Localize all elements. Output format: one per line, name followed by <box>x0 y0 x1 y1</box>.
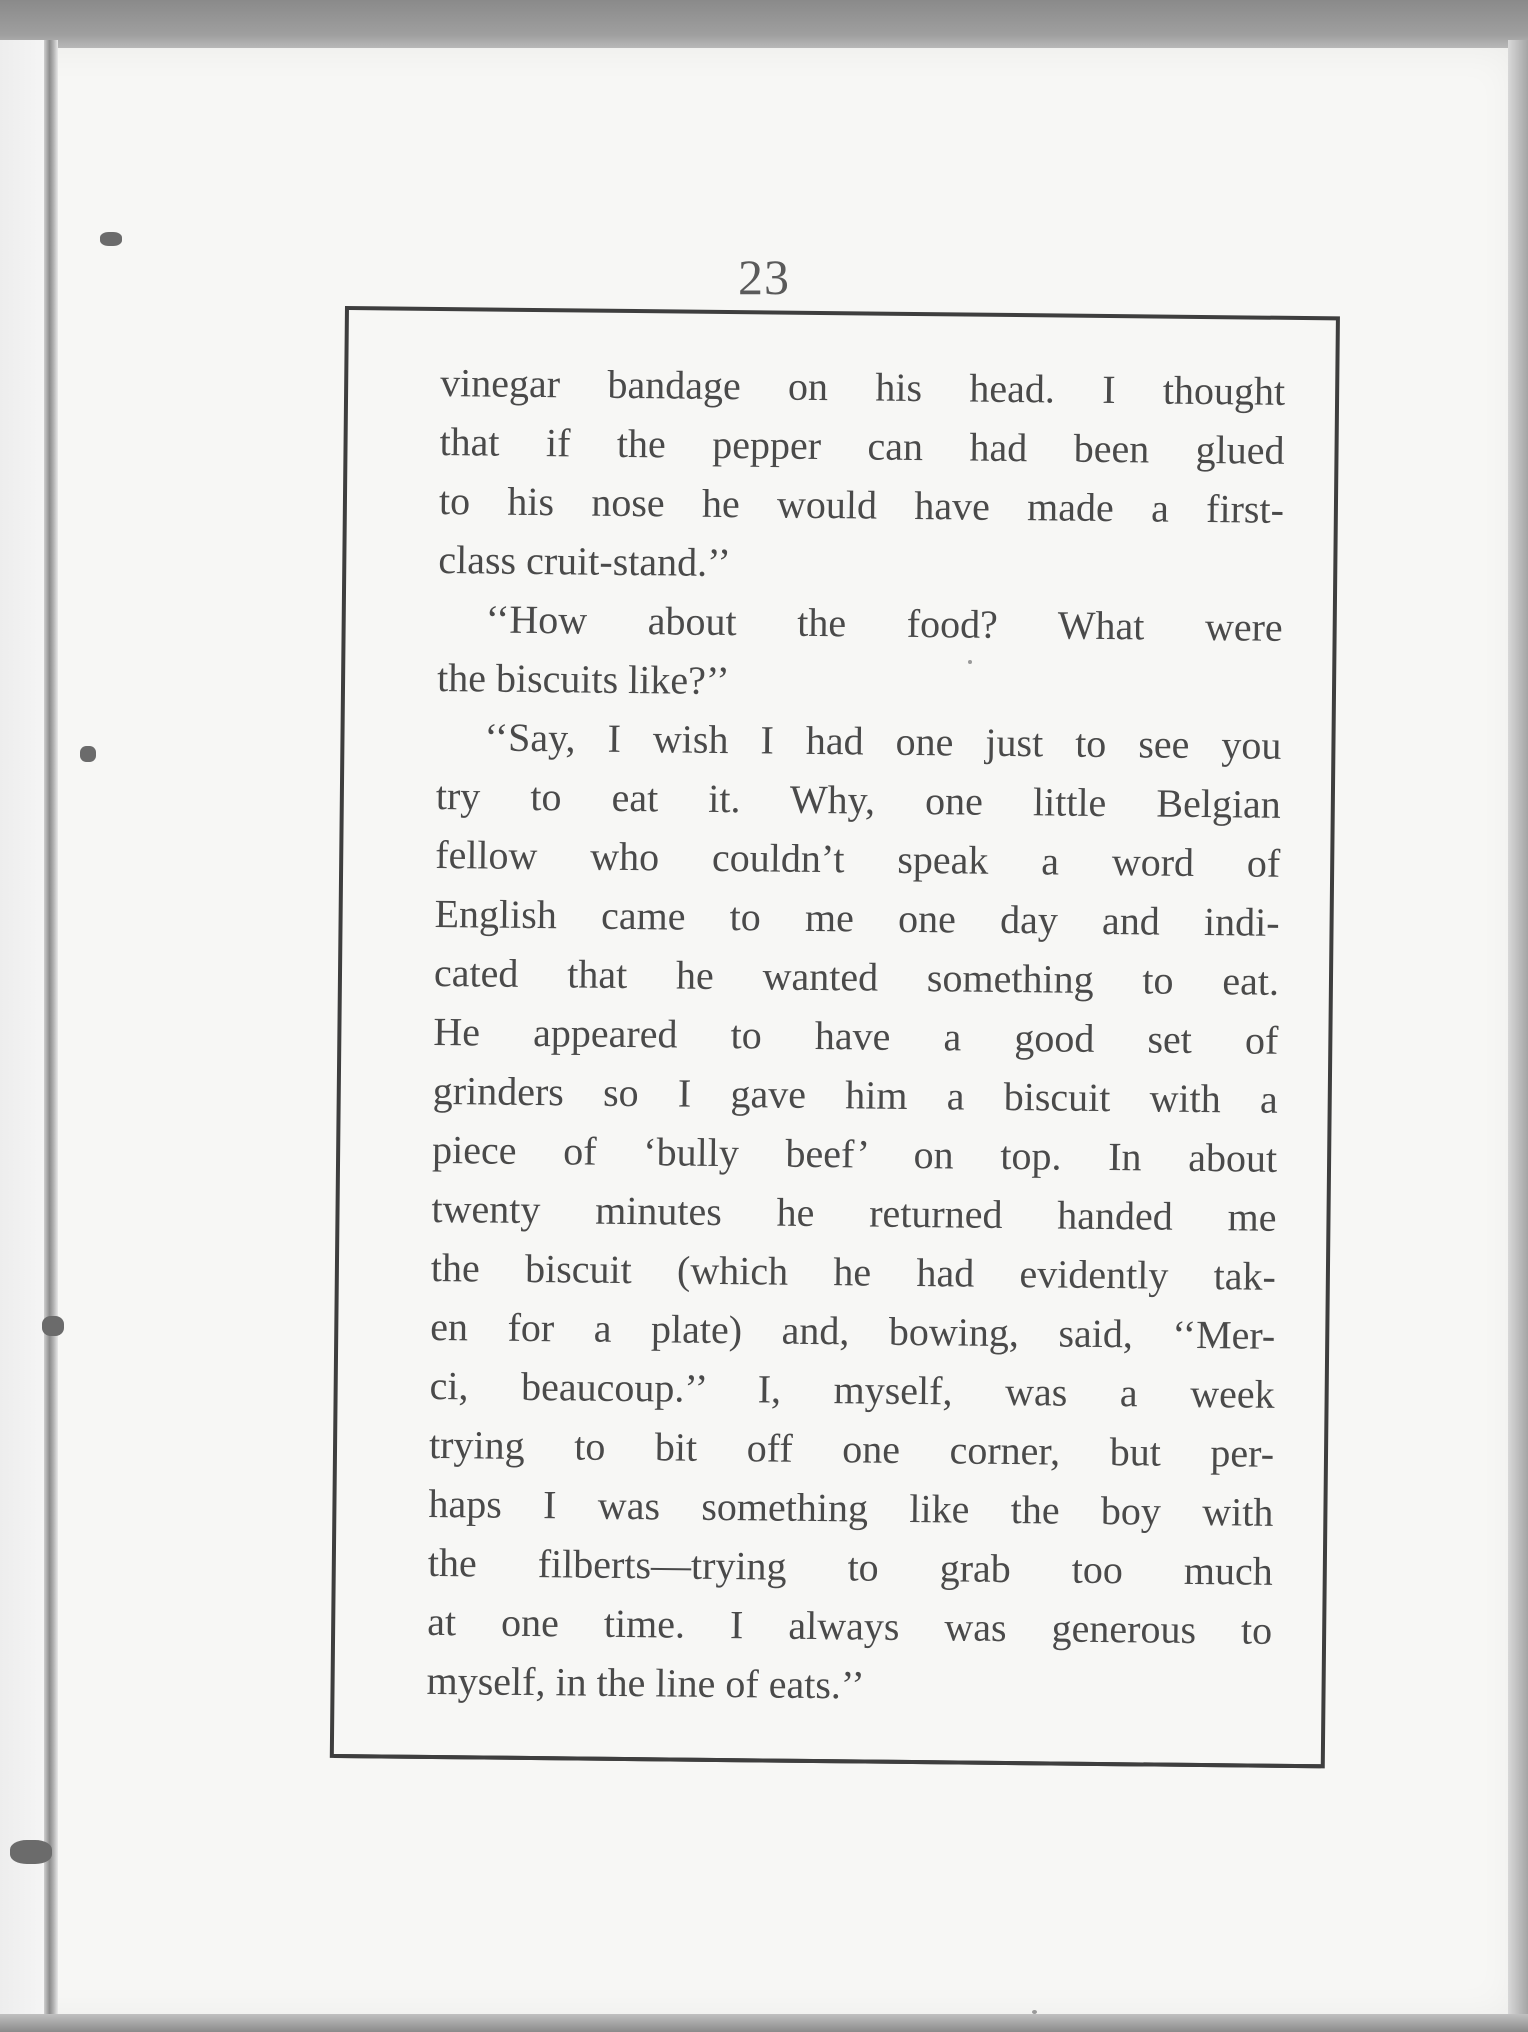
text-line: piece of ‘bully beef’ on top. In about <box>431 1126 1278 1181</box>
page-number: 23 <box>738 249 790 305</box>
text-line: ‘‘How about the food? What were <box>485 596 1283 650</box>
text-frame <box>330 306 1340 1768</box>
text-line: class cruit-stand.’’ <box>438 536 732 586</box>
text-line: grinders so I gave him a biscuit with a <box>432 1067 1278 1122</box>
scan-bottom-border <box>0 2014 1528 2032</box>
text-line: to his nose he would have made a first- <box>438 477 1285 532</box>
text-line: myself, in the line of eats.’’ <box>426 1657 865 1708</box>
text-line: the filberts—trying to grab too much <box>427 1539 1274 1594</box>
text-line: trying to bit off one corner, but per- <box>428 1421 1275 1476</box>
scan-top-border <box>0 0 1528 50</box>
text-line: English came to me one day and indi- <box>434 890 1280 945</box>
dust-speck <box>1032 2010 1037 2014</box>
body-text <box>426 353 1285 1719</box>
text-line: that if the pepper can had been glued <box>439 418 1285 473</box>
binding-hole <box>42 1316 64 1336</box>
text-line: the biscuit (which he had evidently tak- <box>430 1244 1277 1299</box>
text-line: en for a plate) and, bowing, said, ‘‘Mer- <box>430 1303 1276 1358</box>
text-line: He appeared to have a good set of <box>433 1008 1279 1063</box>
text-line: at one time. I always was generous to <box>426 1598 1273 1653</box>
text-line: ‘‘Say, I wish I had one just to see you <box>484 714 1282 768</box>
text-line: try to eat it. Why, one little Belgian <box>435 772 1282 827</box>
binding-hole <box>80 746 96 762</box>
book-spine <box>44 40 58 2032</box>
binding-hole <box>10 1840 52 1864</box>
binding-hole <box>100 232 122 246</box>
text-line: ci, beaucoup.’’ I, myself, was a week <box>429 1362 1275 1417</box>
text-line: cated that he wanted something to eat. <box>433 949 1280 1004</box>
page-gutter <box>0 40 44 2032</box>
dust-speck <box>968 660 972 664</box>
text-line: twenty minutes he returned handed me <box>431 1185 1277 1240</box>
text-line: the biscuits like?’’ <box>436 654 730 704</box>
text-line: vinegar bandage on his head. I thought <box>439 360 1286 414</box>
text-line: haps I was something like the boy with <box>428 1480 1274 1535</box>
text-line: fellow who couldn’t speak a word of <box>435 831 1281 886</box>
scan-right-border <box>1508 40 1528 2032</box>
